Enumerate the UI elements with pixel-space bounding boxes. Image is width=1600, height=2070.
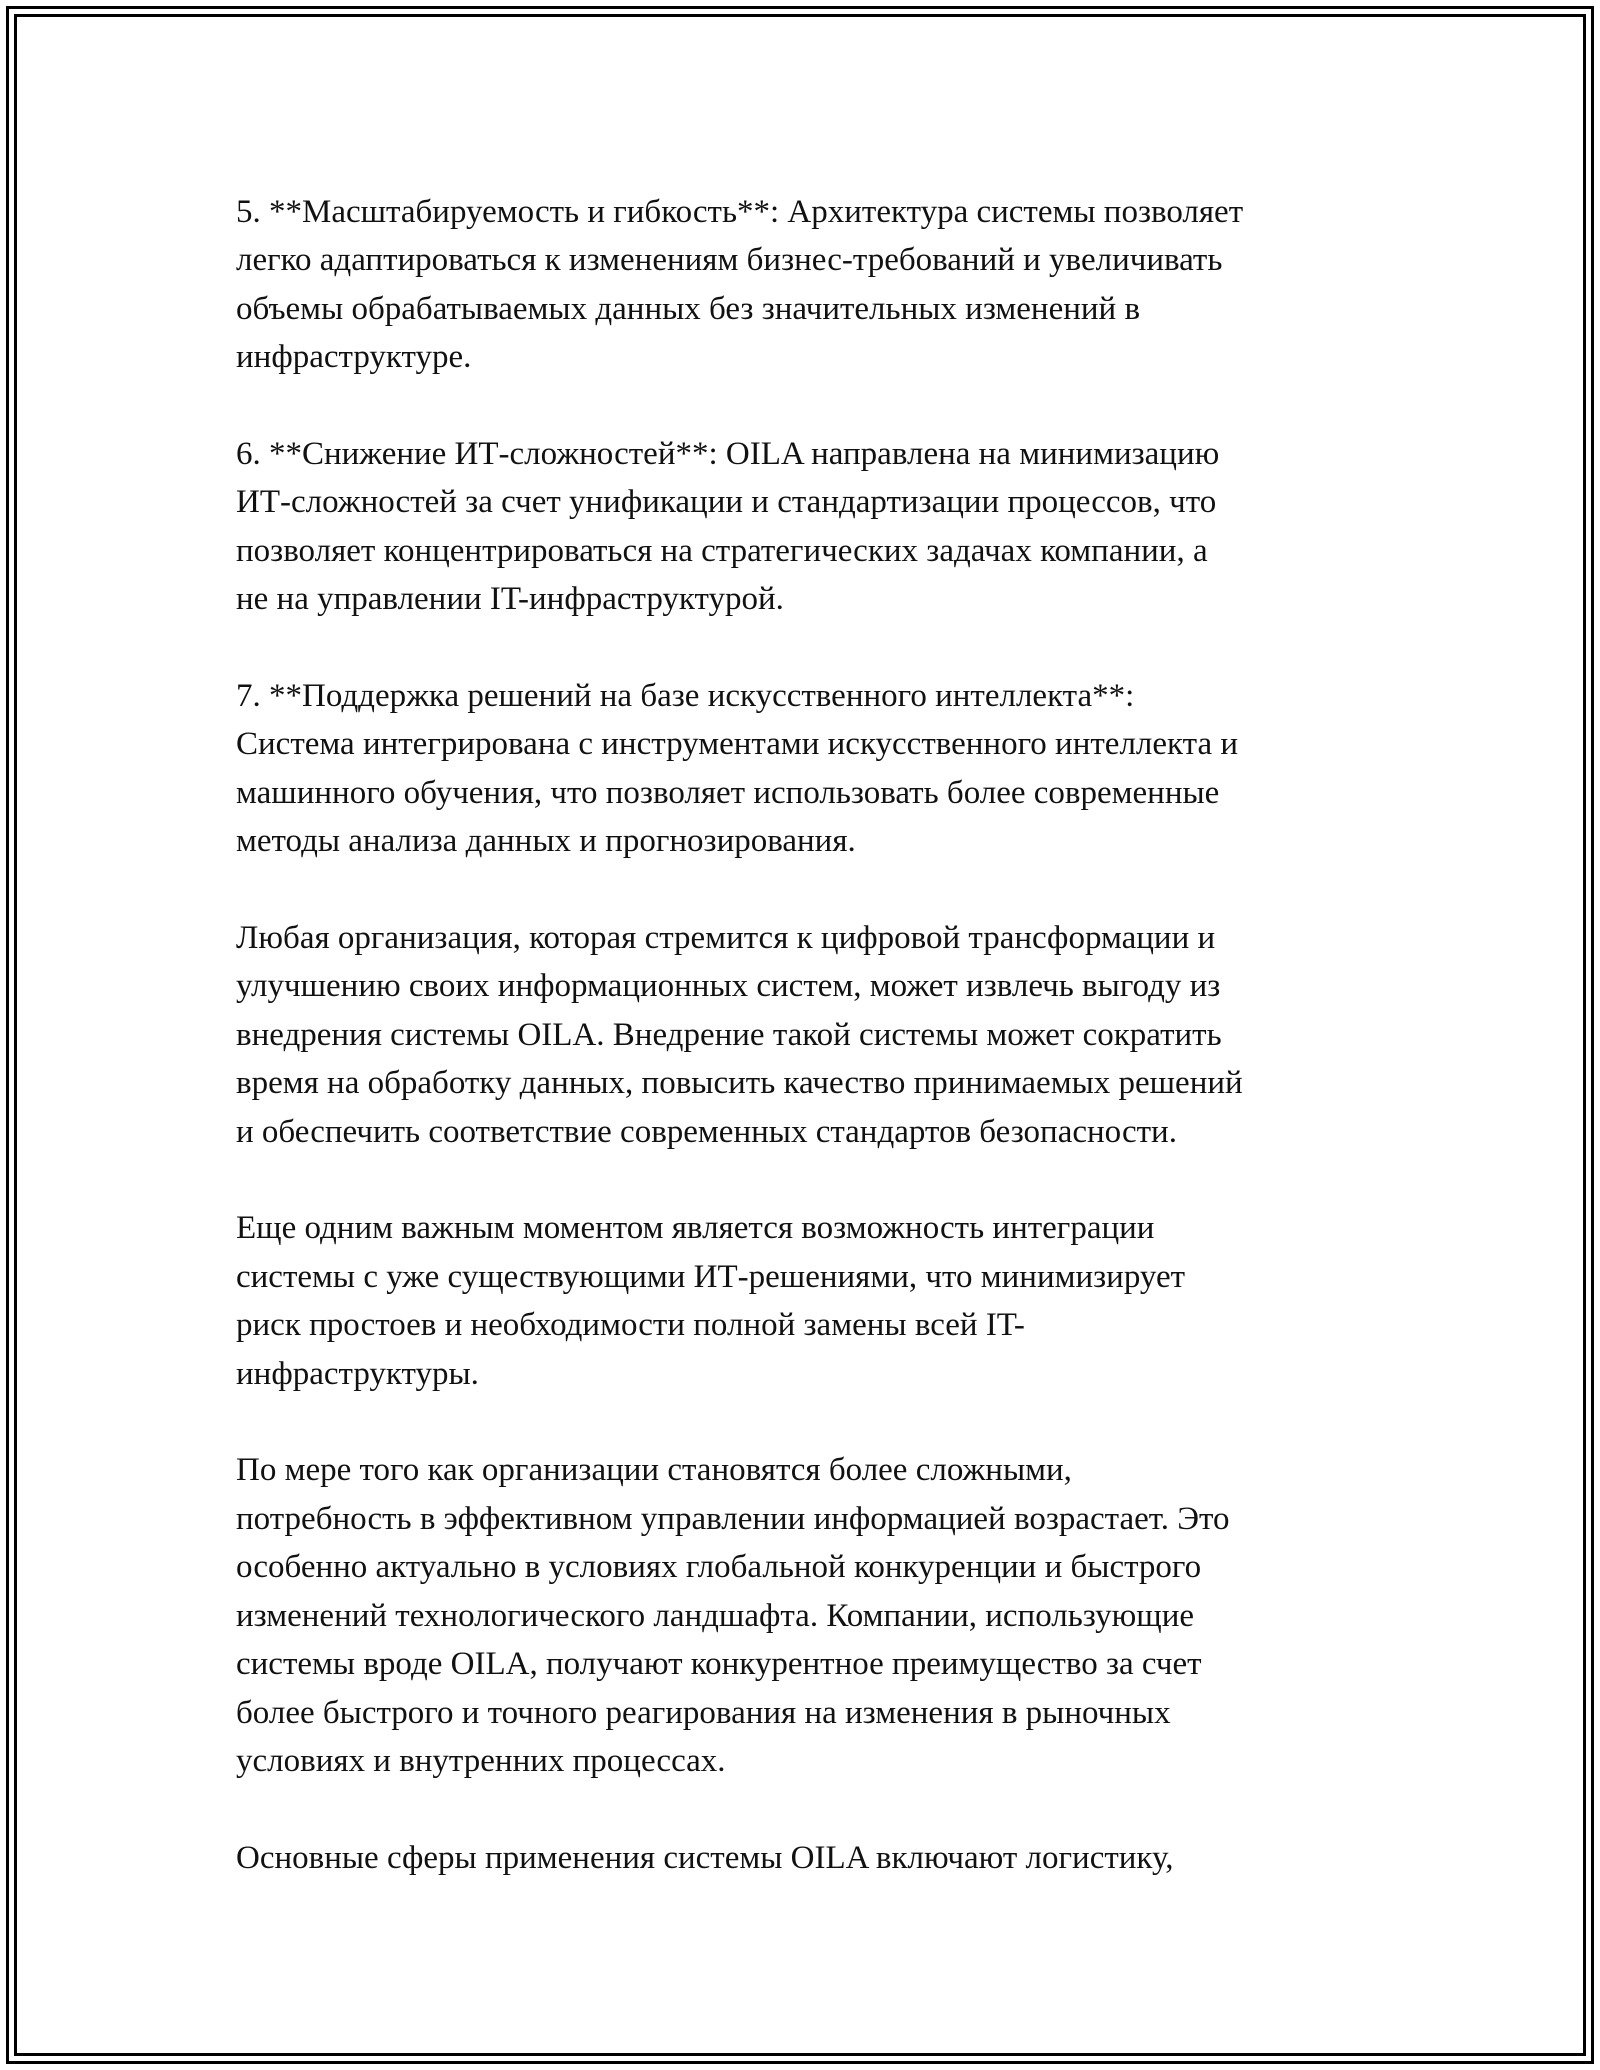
text-line: методы анализа данных и прогнозирования. (236, 823, 856, 860)
text-line: Основные сферы применения системы OILA включают логистику, (236, 1839, 1174, 1876)
text-line: условиях и внутренних процессах. (236, 1742, 726, 1779)
text-line: По мере того как организации становятся более сложными, (236, 1452, 1072, 1489)
text-line: особенно актуально в условиях глобальной конкуренции и быстрого (236, 1549, 1202, 1586)
paragraph-integration (236, 1204, 1366, 1398)
text-line: системы с уже существующими ИТ-решениями, что минимизирует (236, 1258, 1186, 1295)
paragraph-application-areas (236, 1834, 1366, 1882)
text-line: изменений технологического ландшафта. Компании, использующие (236, 1597, 1194, 1634)
text-line: объемы обрабатываемых данных без значительных изменений в (236, 290, 1141, 327)
text-line: улучшению своих информационных систем, может извлечь выгоду из (236, 968, 1221, 1005)
text-line: потребность в эффективном управлении информацией возрастает. Это (236, 1500, 1230, 1537)
text-line: инфраструктуры. (236, 1355, 479, 1392)
text-line: внедрения системы OILA. Внедрение такой системы может сократить (236, 1016, 1222, 1053)
paragraph-ai-support (236, 672, 1366, 866)
text-line: Еще одним важным моментом является возможность интеграции (236, 1210, 1155, 1247)
paragraph-complexity-growth (236, 1446, 1366, 1785)
text-line: Любая организация, которая стремится к цифровой трансформации и (236, 920, 1216, 957)
text-line: системы вроде OILA, получают конкурентное преимущество за счет (236, 1646, 1202, 1683)
text-line: позволяет концентрироваться на стратегических задачах компании, а (236, 532, 1208, 569)
text-line: время на обработку данных, повысить качество принимаемых решений (236, 1065, 1243, 1102)
text-line: Система интегрирована с инструментами искусственного интеллекта и (236, 726, 1239, 763)
paragraph-it-complexity (236, 430, 1366, 624)
document-body (236, 188, 1366, 1931)
paragraph-scalability (236, 188, 1366, 382)
text-line: инфраструктуре. (236, 339, 472, 376)
text-line: машинного обучения, что позволяет использовать более современные (236, 774, 1220, 811)
text-line: 7. **Поддержка решений на базе искусственного интеллекта**: (236, 678, 1135, 715)
text-line: легко адаптироваться к изменениям бизнес-требований и увеличивать (236, 242, 1223, 279)
text-line: не на управлении IT-инфраструктурой. (236, 581, 784, 618)
text-line: 5. **Масштабируемость и гибкость**: Архитектура системы позволяет (236, 194, 1244, 230)
paragraph-digital-transformation (236, 914, 1366, 1156)
text-line: ИТ-сложностей за счет унификации и стандартизации процессов, что (236, 484, 1217, 521)
text-line: риск простоев и необходимости полной замены всей IT- (236, 1307, 1025, 1344)
text-line: 6. **Снижение ИТ-сложностей**: OILA направлена на минимизацию (236, 436, 1220, 473)
text-line: и обеспечить соответствие современных стандартов безопасности. (236, 1113, 1177, 1150)
text-line: более быстрого и точного реагирования на изменения в рыночных (236, 1694, 1171, 1731)
